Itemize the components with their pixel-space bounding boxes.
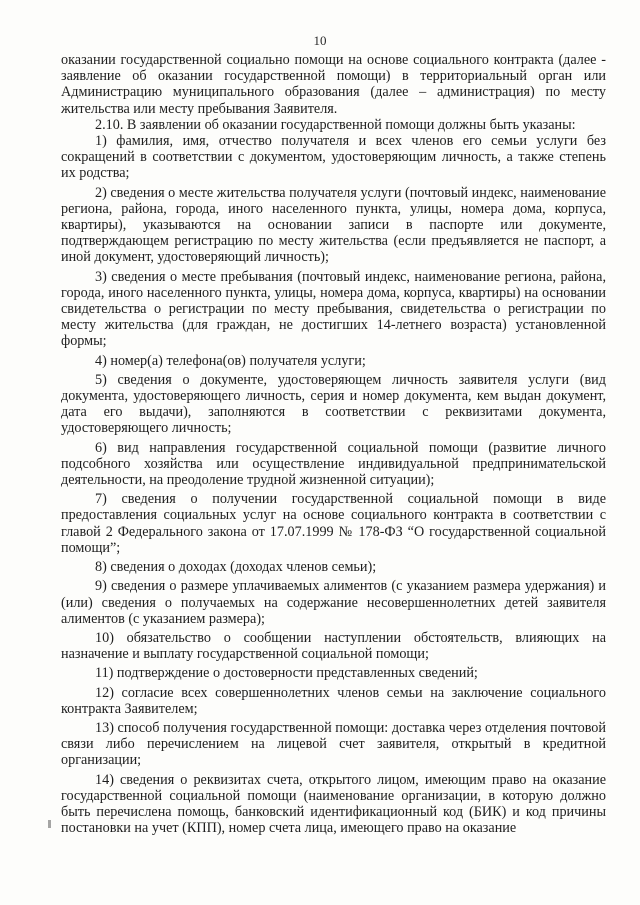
list-item-1: 1) фамилия, имя, отчество получателя и всех членов его семьи услуги без сокращений в соответствии с документом, удостоверяющим личность, а также степень их родства;	[61, 133, 606, 182]
list-item-7: 7) сведения о получении государственной социальной помощи в виде предоставления социальных услуг на основе социального контракта в соответствии с главой 2 Федерального закона от 17.07.1999 № 178-ФЗ “О государственной социальной помощи”;	[61, 491, 606, 556]
list-item-13: 13) способ получения государственной помощи: доставка через отделения почтовой связи либо перечислением на лицевой счет заявителя, открытый в кредитной организации;	[61, 719, 606, 769]
list-item-10: 10) обязательство о сообщении наступлении обстоятельств, влияющих на назначение и выплату государственной социальной помощи;	[61, 629, 606, 663]
paragraph-section-2-10: 2.10. В заявлении об оказании государственной помощи должны быть указаны:	[95, 116, 576, 133]
page-number: 10	[313, 33, 327, 48]
list-item-12: 12) согласие всех совершеннолетних членов семьи на заключение социального контракта Заявителем;	[61, 684, 606, 717]
paragraph-continuation: оказании государственной социально помощи на основе социального контракта (далее - заявление об оказании государственной помощи) в территориальный орган или Администрацию муниципального образования (далее – администрация) по месту жительства или месту пребывания Заявителя.	[61, 52, 606, 117]
list-item-8: 8) сведения о доходах (доходах членов семьи);	[95, 559, 377, 576]
scan-artifact-mark	[48, 820, 51, 828]
list-item-9: 9) сведения о размере уплачиваемых алиментов (с указанием размера удержания) и (или) сведения о получаемых на содержание несовершеннолетних детей заявителя алиментов (с указанием размера);	[61, 578, 606, 627]
list-item-14: 14) сведения о реквизитах счета, открытого лицом, имеющим право на оказание государственной социальной помощи (наименование организации, в которую должно быть перечислена помощь, банковский идентификационный код (БИК) и код причины постановки на учет (КПП), номер счета лица, имеющего право на оказание	[61, 771, 606, 837]
list-item-11: 11) подтверждение о достоверности представленных сведений;	[95, 665, 478, 682]
list-item-6: 6) вид направления государственной социальной помощи (развитие личного подсобного хозяйства или осуществление индивидуальной предпринимательской деятельности, на преодоление трудной жизненной ситуации);	[61, 439, 606, 489]
list-item-4: 4) номер(а) телефона(ов) получателя услуги;	[95, 352, 366, 369]
list-item-2: 2) сведения о месте жительства получателя услуги (почтовый индекс, наименование региона, района, города, иного населенного пункта, улицы, номера дома, корпуса, квартиры), указываются на основании записи в паспорте или документе, подтверждающем регистрацию по месту жительства (если предъявляется не паспорт, а иной документ, удостоверяющий личность);	[61, 184, 606, 266]
list-item-3: 3) сведения о месте пребывания (почтовый индекс, наименование региона, района, города, иного населенного пункта, улицы, номера дома, корпуса, квартиры) на основании свидетельства о регистрации по месту пребывания, свидетельства о регистрации по месту жительства (для граждан, не достигших 14-летнего возраста) установленной формы;	[61, 268, 606, 350]
list-item-5: 5) сведения о документе, удостоверяющем личность заявителя услуги (вид документа, удостоверяющего личность, серия и номер документа, кем выдан документ, дата его выдачи), заполняются в соответствии с реквизитами документа, удостоверяющего личность;	[61, 371, 606, 437]
document-body	[61, 52, 606, 836]
